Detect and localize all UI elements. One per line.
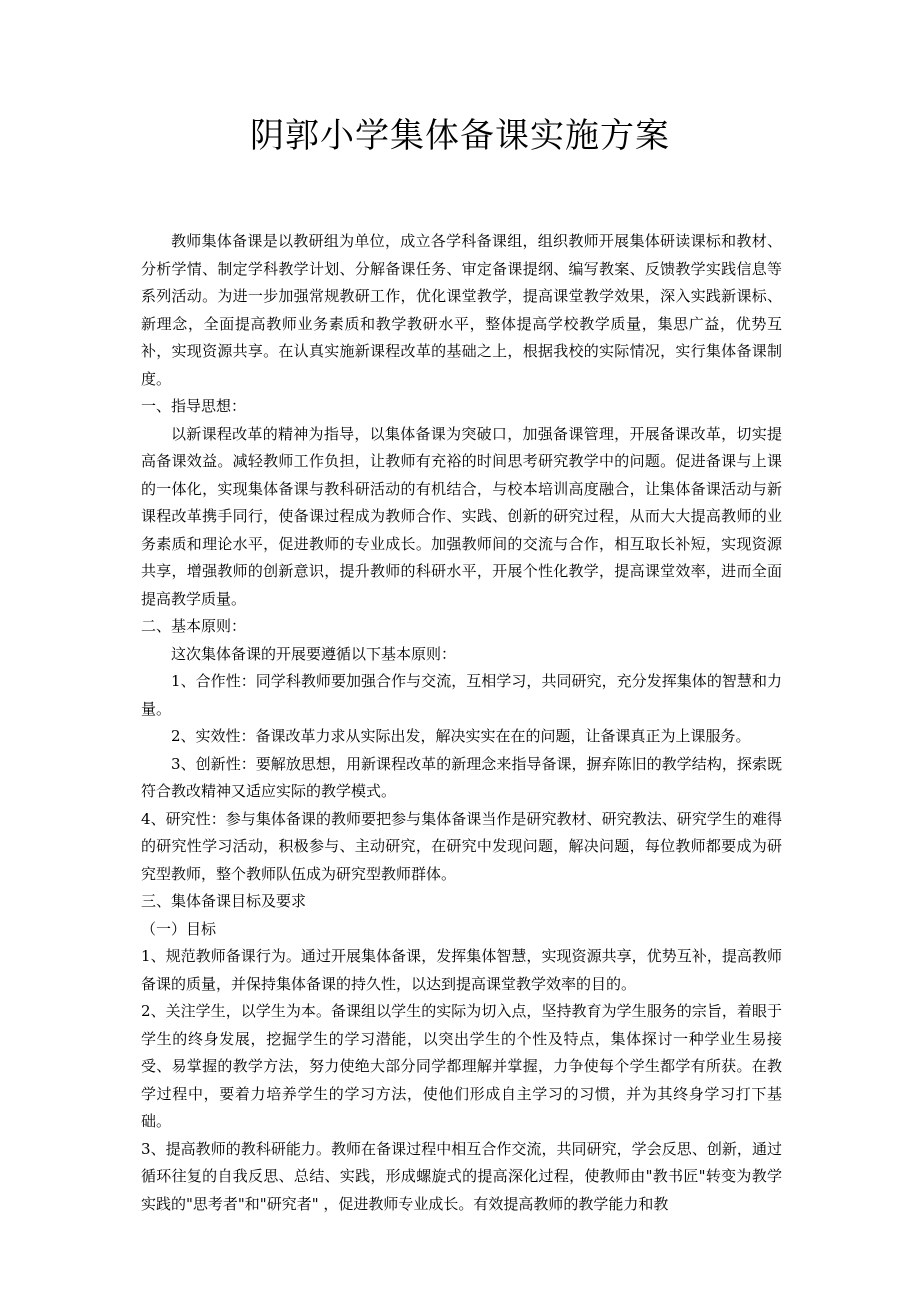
goal-student-centered: 2、关注学生，以学生为本。备课组以学生的实际为切入点，坚持教育为学生服务的宗旨，着眼于学生的终身发展，挖掘学生的学习潜能，以突出学生的个性及特点，集体探讨一种学业生易接受、易掌握的教学方法，努力使绝大部分同学都理解并掌握，力争使每个学生都学有所获。在教学过程中，要着力培养学生的学习方法，使他们形成自主学习的习惯，并为其终身学习打下基础。 xyxy=(141,1002,782,1130)
document-title: 阴郭小学集体备课实施方案 xyxy=(250,116,670,156)
principle-cooperation: 1、合作性：同学科教师要加强合作与交流，互相学习，共同研究，充分发挥集体的智慧和力量。 xyxy=(141,672,782,718)
section-heading-basic-principles: 二、基本原则： xyxy=(141,617,247,635)
guiding-thought-paragraph: 以新课程改革的精神为指导，以集体备课为突破口，加强备课管理，开展备课改革，切实提高备课效益。减轻教师工作负担，让教师有充裕的时间思考研究教学中的问题。促进备课与上课的一体化，实现集体备课与教科研活动的有机结合，与校本培训高度融合，让集体备课活动与新课程改革携手同行，使备课过程成为教师合作、实践、创新的研究过程，从而大大提高教师的业务素质和理论水平，促进教师的专业成长。加强教师间的交流与合作，相互取长补短，实现资源共享，增强教师的创新意识，提升教师的科研水平，开展个性化教学，提高课堂效率，进而全面提高教学质量。 xyxy=(141,424,782,608)
principle-innovation: 3、创新性：要解放思想，用新课程改革的新理念来指导备课，摒弃陈旧的教学结构，探索既符合教改精神又适应实际的教学模式。 xyxy=(141,754,782,800)
principle-effectiveness: 2、实效性：备课改革力求从实际出发，解决实实在在的问题，让备课真正为上课服务。 xyxy=(171,727,751,745)
section-heading-guiding-thought: 一、指导思想： xyxy=(141,397,247,415)
goal-standardize-preparation: 1、规范教师备课行为。通过开展集体备课，发挥集体智慧，实现资源共享，优势互补，提高教师备课的质量，并保持集体备课的持久性，以达到提高课堂教学效率的目的。 xyxy=(141,947,782,993)
intro-paragraph: 教师集体备课是以教研组为单位，成立各学科备课组，组织教师开展集体研读课标和教材、分析学情、制定学科教学计划、分解备课任务、审定备课提纲、编写教案、反馈教学实践信息等系列活动。为进一步加强常规教研工作，优化课堂教学，提高课堂教学效果，深入实践新课标、新理念，全面提高教师业务素质和教学教研水平，整体提高学校教学质量，集思广益，优势互补，实现资源共享。在认真实施新课程改革的基础之上，根据我校的实际情况，实行集体备课制度。 xyxy=(141,232,782,388)
principles-intro-paragraph: 这次集体备课的开展要遵循以下基本原则： xyxy=(171,644,457,663)
goal-research-ability: 3、提高教师的教科研能力。教师在备课过程中相互合作交流，共同研究，学会反思、创新，通过循环往复的自我反思、总结、实践，形成螺旋式的提高深化过程，使教师由"教书匠"转变为教学实践的"思考者"和"研究者" ，促进教师专业成长。有效提高教师的教学能力和教 xyxy=(141,1139,782,1213)
principle-research: 4、研究性：参与集体备课的教师要把参与集体备课当作是研究教材、研究教法、研究学生的难得的研究性学习活动，积极参与、主动研究，在研究中发现问题，解决问题，每位教师都要成为研究型教师，整个教师队伍成为研究型教师群体。 xyxy=(141,809,782,883)
document-body xyxy=(141,228,782,1218)
section-heading-goals-requirements: 三、集体备课目标及要求 xyxy=(141,892,307,910)
subsection-heading-goals: （一）目标 xyxy=(141,919,217,938)
